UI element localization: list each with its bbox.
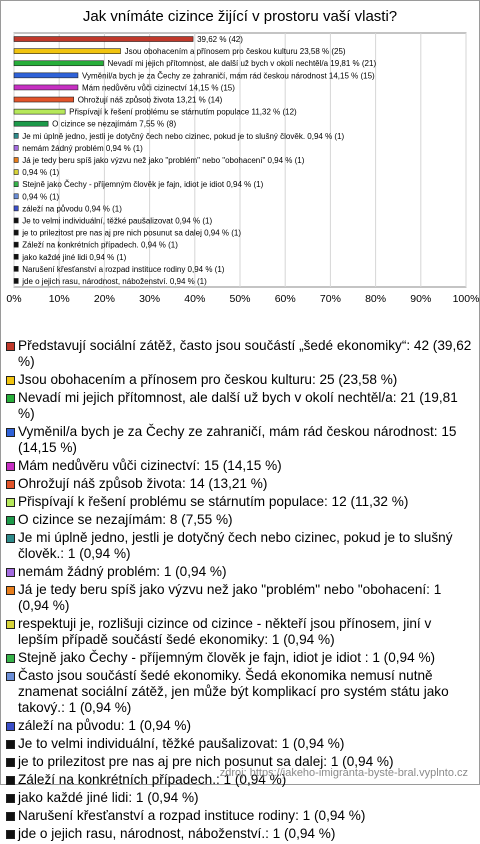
bar bbox=[14, 230, 18, 235]
legend-swatch bbox=[6, 722, 15, 731]
legend-item bbox=[6, 582, 472, 614]
x-tick-label: 90% bbox=[410, 293, 432, 305]
legend-item bbox=[6, 338, 472, 370]
x-tick-label: 10% bbox=[48, 293, 70, 305]
legend-swatch bbox=[6, 654, 15, 663]
legend-label: Je mi úplně jedno, jestli je dotyčný čech nebo cizinec, pokud je to slušný člověk.: 1 (0,94 %) bbox=[18, 530, 453, 561]
legend-label: Záleží na konkrétních případech.: 1 (0,94 %) bbox=[18, 772, 287, 787]
legend-label: Ohrožují náš způsob života: 14 (13,21 %) bbox=[18, 476, 268, 491]
legend-label: Já je tedy beru spíš jako výzvu než jako "problém" nebo "obohacení: 1 (0,94 %) bbox=[18, 582, 442, 613]
legend-swatch bbox=[6, 462, 15, 471]
legend-item bbox=[6, 808, 472, 824]
legend-label: respektuji je, rozlišuji cizince od cizince - někteří jsou přínosem, jiní v lepším případě součástí šedé ekonomiky: 1 (0,94 %) bbox=[18, 616, 432, 647]
bar-label: Stejně jako Čechy - příjemným člověk je fajn, idiot je idiot 0,94 % (1) bbox=[22, 180, 264, 190]
bar-label: je to prilezitost pre nas aj pre nich posunut sa dalej 0,94 % (1) bbox=[22, 228, 242, 238]
x-tick-label: 80% bbox=[365, 293, 387, 305]
legend-swatch bbox=[6, 672, 15, 681]
legend-swatch bbox=[6, 394, 15, 403]
x-tick-label: 60% bbox=[274, 293, 296, 305]
legend-label: O cizince se nezajímám: 8 (7,55 %) bbox=[18, 512, 233, 527]
legend-label: Přispívají k řešení problému se stárnutím populace: 12 (11,32 %) bbox=[18, 494, 409, 509]
legend-item bbox=[6, 616, 472, 648]
x-tick-label: 30% bbox=[139, 293, 161, 305]
bar-label: jde o jejich rasu, národnost, náboženství. 0,94 % (1) bbox=[22, 276, 207, 286]
bar-chart bbox=[0, 0, 480, 335]
legend-item bbox=[6, 424, 472, 456]
legend-item bbox=[6, 530, 472, 562]
legend-item bbox=[6, 564, 472, 580]
bar bbox=[14, 133, 18, 138]
bar-label: Já je tedy beru spíš jako výzvu než jako "problém" nebo "obohacení" 0,94 % (1) bbox=[22, 156, 305, 165]
legend-swatch bbox=[6, 498, 15, 507]
x-tick-label: 50% bbox=[229, 293, 251, 305]
legend-swatch bbox=[6, 758, 15, 767]
legend-swatch bbox=[6, 794, 15, 803]
legend-label: Narušení křesťanství a rozpad instituce rodiny: 1 (0,94 %) bbox=[18, 808, 366, 823]
bar bbox=[14, 194, 18, 199]
legend-swatch bbox=[6, 428, 15, 437]
bar bbox=[14, 49, 121, 54]
bar-label: 0,94 % (1) bbox=[22, 168, 60, 178]
bar-label: nemám žádný problém 0,94 % (1) bbox=[22, 143, 143, 153]
legend-label: Nevadí mi jejich přítomnost, ale další už bych v okolí nechtěl/a: 21 (19,81 %) bbox=[18, 390, 458, 421]
bar bbox=[14, 109, 65, 114]
legend-item bbox=[6, 390, 472, 422]
x-tick-label: 70% bbox=[319, 293, 341, 305]
legend-item bbox=[6, 718, 472, 734]
bar bbox=[14, 158, 18, 163]
legend-label: Je to velmi individuální, těžké paušalizovat: 1 (0,94 %) bbox=[18, 736, 345, 751]
legend-item bbox=[6, 476, 472, 492]
bar-label: Přispívají k řešení problému se stárnutím populace 11,32 % (12) bbox=[69, 107, 297, 117]
legend-label: záleží na původu: 1 (0,94 %) bbox=[18, 718, 192, 733]
bar bbox=[14, 85, 78, 90]
x-tick-label: 0% bbox=[6, 293, 22, 305]
legend-label: Představují sociální zátěž, často jsou součástí „šedé ekonomiky“: 42 (39,62 %) bbox=[18, 338, 472, 369]
legend-item bbox=[6, 372, 472, 388]
legend-item bbox=[6, 790, 472, 806]
legend-swatch bbox=[6, 342, 15, 351]
legend-swatch bbox=[6, 586, 15, 595]
bar-label: Je mi úplně jedno, jestli je dotyčný čech nebo cizinec, pokud je to slušný člověk. 0,94 % (1) bbox=[22, 131, 345, 141]
legend-label: je to prilezitost pre nas aj pre nich posunut sa dalej: 1 (0,94 %) bbox=[18, 754, 394, 769]
legend-item bbox=[6, 512, 472, 528]
bar-label: Záleží na konkrétních případech. 0,94 % (1) bbox=[22, 240, 178, 250]
x-tick-label: 100% bbox=[452, 293, 480, 305]
legend-item bbox=[6, 826, 472, 842]
legend-label: jde o jejich rasu, národnost, náboženství.: 1 (0,94 %) bbox=[18, 826, 336, 841]
legend-swatch bbox=[6, 516, 15, 525]
bar bbox=[14, 182, 18, 187]
bar bbox=[14, 170, 18, 175]
bar-label: 0,94 % (1) bbox=[22, 192, 60, 202]
bar-label: záleží na původu 0,94 % (1) bbox=[22, 204, 122, 214]
legend-item bbox=[6, 458, 472, 474]
x-tick-label: 40% bbox=[184, 293, 206, 305]
legend-label: jako každé jiné lidi: 1 (0,94 %) bbox=[18, 790, 199, 805]
bar-label: Je to velmi individuální, těžké paušalizovat 0,94 % (1) bbox=[22, 216, 213, 226]
legend-swatch bbox=[6, 830, 15, 839]
bar bbox=[14, 97, 74, 102]
legend-item bbox=[6, 668, 472, 716]
legend-label: Často jsou součástí šedé ekonomiky. Šedá ekonomika nemusí nutně znamenat sociální zátěž, jen může být komplikací pro systém státu jako takový.: 1 (0,94 %) bbox=[18, 668, 449, 715]
bar bbox=[14, 37, 193, 42]
bar bbox=[14, 61, 104, 66]
bar bbox=[14, 218, 18, 223]
bar-label: Vyměnil/a bych je za Čechy ze zahraničí, mám rád českou národnost 14,15 % (15) bbox=[81, 71, 375, 81]
legend-item bbox=[6, 494, 472, 510]
bar-label: jako každé jiné lidi 0,94 % (1) bbox=[22, 252, 127, 262]
legend-item bbox=[6, 736, 472, 752]
bar bbox=[14, 73, 78, 78]
bar bbox=[14, 121, 48, 126]
legend-label: nemám žádný problém: 1 (0,94 %) bbox=[18, 564, 227, 579]
legend-swatch bbox=[6, 776, 15, 785]
bar-label: O cizince se nezajímám 7,55 % (8) bbox=[52, 119, 177, 129]
legend-swatch bbox=[6, 376, 15, 385]
legend-label: Mám nedůvěru vůči cizinectví: 15 (14,15 %) bbox=[18, 458, 282, 473]
bar bbox=[14, 254, 18, 259]
legend-swatch bbox=[6, 480, 15, 489]
bar bbox=[14, 242, 18, 247]
bar bbox=[14, 278, 18, 283]
bar-label: Mám nedůvěru vůči cizinectví 14,15 % (15) bbox=[81, 83, 235, 93]
legend-item bbox=[6, 650, 472, 666]
bar-label: Nevadí mi jejich přítomnost, ale další už bych v okolí nechtěl/a 19,81 % (21) bbox=[107, 59, 377, 69]
bar-label: 39,62 % (42) bbox=[197, 35, 243, 45]
bar-label: Jsou obohacením a přínosem pro českou kulturu 23,58 % (25) bbox=[124, 47, 346, 57]
bar-label: Narušení křesťanství a rozpad instituce rodiny 0,94 % (1) bbox=[22, 264, 225, 274]
legend-swatch bbox=[6, 620, 15, 629]
source-link[interactable]: zdroj: https://jakeho-imigranta-byste-bral.vyplnto.cz bbox=[219, 767, 468, 779]
legend-swatch bbox=[6, 812, 15, 821]
bar-label: Ohrožují náš způsob života 13,21 % (14) bbox=[77, 95, 223, 105]
bar bbox=[14, 266, 18, 271]
legend-label: Jsou obohacením a přínosem pro českou kulturu: 25 (23,58 %) bbox=[18, 372, 398, 387]
bar bbox=[14, 206, 18, 211]
legend-swatch bbox=[6, 740, 15, 749]
legend-swatch bbox=[6, 568, 15, 577]
legend-swatch bbox=[6, 534, 15, 543]
legend-label: Stejně jako Čechy - příjemným člověk je fajn, idiot je idiot : 1 (0,94 %) bbox=[18, 650, 436, 665]
x-tick-label: 20% bbox=[93, 293, 115, 305]
chart-title: Jak vnímáte cizince žijící v prostoru vaší vlasti? bbox=[82, 8, 398, 25]
legend-label: Vyměnil/a bych je za Čechy ze zahraničí, mám rád českou národnost: 15 (14,15 %) bbox=[18, 424, 457, 455]
bar bbox=[14, 145, 18, 150]
